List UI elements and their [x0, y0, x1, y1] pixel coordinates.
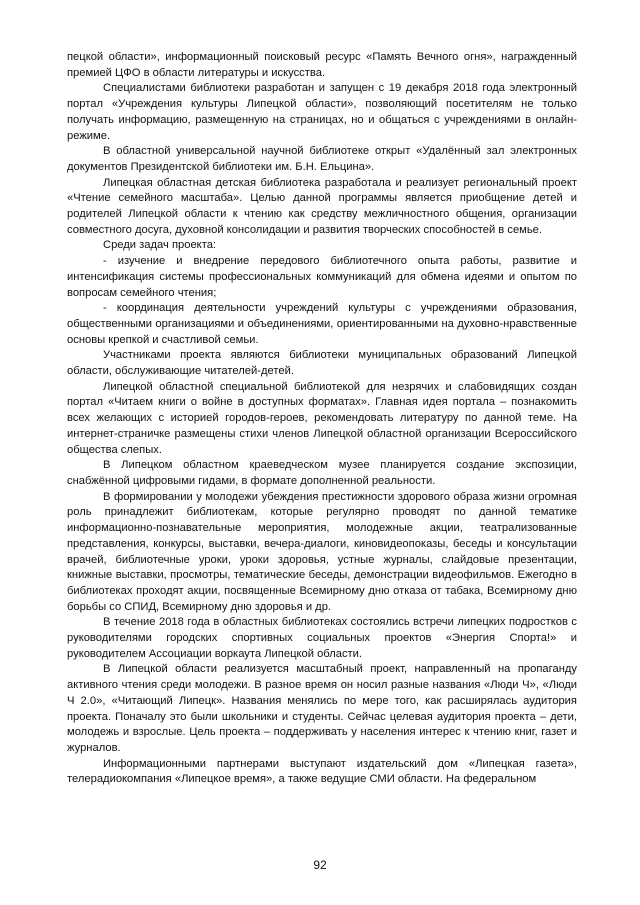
paragraph-3: В областной универсальной научной библиотеке открыт «Удалённый зал электронных документов Президентской библиотеки им. Б.Н. Ельцина».: [67, 145, 577, 173]
paragraph-1: пецкой области», информационный поисковый ресурс «Память Вечного огня», награжденный премией ЦФО в области литературы и искусства.: [67, 51, 577, 79]
page-number: 92: [313, 858, 327, 872]
paragraph-4: Липецкая областная детская библиотека разработала и реализует региональный проект «Чтение семейного масштаба». Целью данной программы является приобщение детей и родителей Липецкой области к чтению как средству межличностного общения, организации совместного досуга, духовной консолидации и развития творческих способностей в семье.: [67, 176, 577, 236]
paragraph-6: - изучение и внедрение передового библиотечного опыта работы, развитие и интенсификация системы профессиональных коммуникаций для обмена идеями и опытом по вопросам семейного чтения;: [67, 255, 577, 299]
paragraph-12: В течение 2018 года в областных библиотеках состоялись встречи липецких подростков с руководителями городских спортивных социальных проектов «Энергия Спорта!» и руководителем Ассоциации воркаута Липецкой области.: [67, 616, 577, 660]
paragraph-2: Специалистами библиотеки разработан и запущен с 19 декабря 2018 года электронный портал «Учреждения культуры Липецкой области», позволяющий посетителям не только получать информацию, размещенную на страницах, но и общаться с учреждениями в онлайн-режиме.: [67, 82, 577, 142]
paragraph-13: В Липецкой области реализуется масштабный проект, направленный на пропаганду активного чтения среди молодежи. В разное время он носил разные названия «Люди Ч», «Люди Ч 2.0», «Читающий Липецк». Названия менялись по мере того, как расширялась аудитория проекта. Поначалу это были школьники и студенты. Сейчас целевая аудитория проекта – дети, молодежь и взрослые. Цель проекта – поддерживать у населения интерес к чтению книг, газет и журналов.: [67, 663, 577, 754]
paragraph-10: В Липецком областном краеведческом музее планируется создание экспозиции, снабжённой цифровыми гидами, в формате дополненной реальности.: [67, 459, 577, 487]
paragraph-9: Липецкой областной специальной библиотекой для незрячих и слабовидящих создан портал «Читаем книги о войне в доступных форматах». Главная идея портала – познакомить всех желающих с историей городов-героев, рекомендовать литературу по данной теме. На интернет-страничке размещены стихи членов Липецкой областной организации Всероссийского общества слепых.: [67, 380, 577, 456]
document-page: [67, 50, 577, 788]
paragraph-8: Участниками проекта являются библиотеки муниципальных образований Липецкой области, обслуживающие читателей-детей.: [67, 349, 577, 378]
paragraph-7: - координация деятельности учреждений культуры с учреждениями образования, общественными организациями и объединениями, ориентированными на духовно-нравственные основы крепкой и счастливой семьи.: [67, 302, 577, 346]
paragraph-5: Среди задач проекта:: [103, 239, 217, 252]
paragraph-14: Информационными партнерами выступают издательский дом «Липецкая газета», телерадиокомпания «Липецкое время», а также ведущие СМИ области. На федеральном: [67, 757, 577, 786]
paragraph-11: В формировании у молодежи убеждения престижности здорового образа жизни огромная роль принадлежит библиотекам, которые регулярно проводят по данной тематике информационно-познавательные мероприятия, молодежные акции, театрализованные представления, конкурсы, выставки, вечера-диалоги, киновидеопоказы, беседы и консультации врачей, библиотечные уроки, уроки здоровья, устные журналы, слайдовые презентации, книжные выставки, просмотры, тематические беседы, демонстрации видеофильмов. Ежегодно в библиотеках проходят акции, посвященные Всемирному дню отказа от табака, Всемирному дню борьбы со СПИД, Всемирному дню здоровья и др.: [67, 490, 577, 613]
